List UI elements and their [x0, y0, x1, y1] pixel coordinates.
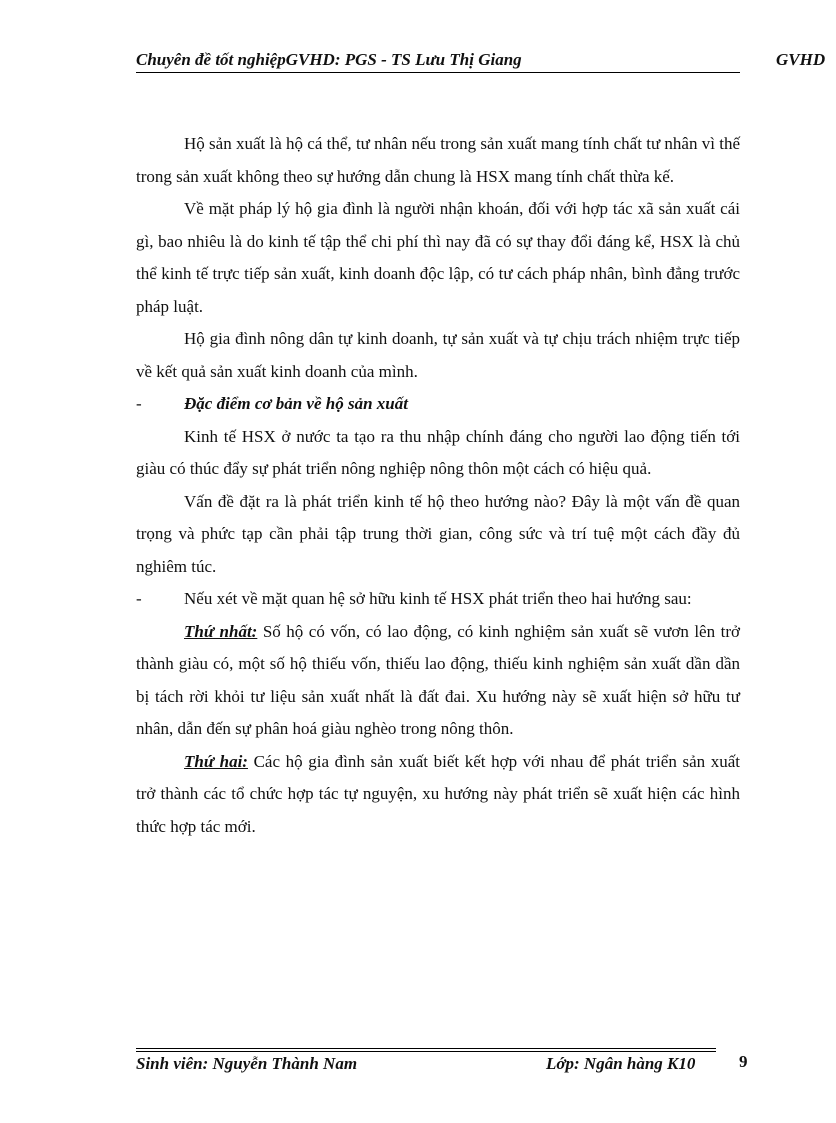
page-number: 9: [739, 1052, 748, 1071]
header-divider: [136, 72, 740, 73]
footer-student: Sinh viên: Nguyễn Thành Nam: [136, 1054, 358, 1073]
paragraph-first-direction: [136, 616, 740, 746]
bullet-dash-2: -: [136, 589, 142, 608]
first-text: Số hộ có vốn, có lao động, có kinh nghiệm sản xuất sẽ vươn lên trở thành giàu có, một số hộ thiếu vốn, thiếu lao động, thiếu kinh nghiệm sản xuất dần dần bị tách rời khỏi tư liệu sản xuất nhất là đất đai. Xu hướng này sẽ xuất hiện sở hữu tư nhân, dẫn đến sự phân hoá giàu nghèo trong nông thôn.: [136, 621, 740, 738]
page-footer: [136, 1054, 756, 1078]
bullet-dash: -: [136, 394, 142, 413]
first-label: Thứ nhất:: [184, 621, 258, 641]
footer-divider: [136, 1048, 716, 1052]
bullet-paragraph: [136, 583, 740, 616]
paragraph-4: Kinh tế HSX ở nước ta tạo ra thu nhập chính đáng cho người lao động tiến tới giàu có thúc đẩy sự phát triển nông nghiệp nông thôn một cách có hiệu quả.: [136, 426, 740, 478]
section-heading-text: Đặc điểm cơ bản về hộ sản xuất: [184, 394, 408, 413]
paragraph-1: Hộ sản xuất là hộ cá thể, tư nhân nếu trong sản xuất mang tính chất tư nhân vì thế trong sản xuất không theo sự hướng dẫn chung là HSX mang tính chất thừa kế.: [136, 134, 740, 186]
document-body: [136, 128, 740, 843]
header-title: Chuyên đề tốt nghiệpGVHD: PGS - TS Lưu Thị Giang: [136, 50, 522, 69]
page-header: [136, 48, 836, 74]
header-right-text: GVHD: [776, 50, 826, 69]
paragraph-second-direction: [136, 746, 740, 844]
bullet-paragraph-text: Nếu xét về mặt quan hệ sở hữu kinh tế HSX phát triển theo hai hướng sau:: [184, 589, 692, 608]
paragraph-5: Vấn đề đặt ra là phát triển kinh tế hộ theo hướng nào? Đây là một vấn đề quan trọng và phức tạp cần phải tập trung thời gian, công sức và trí tuệ một cách đầy đủ nghiêm túc.: [136, 491, 740, 576]
section-heading: [136, 388, 740, 421]
paragraph-3: Hộ gia đình nông dân tự kinh doanh, tự sản xuất và tự chịu trách nhiệm trực tiếp về kết quả sản xuất kinh doanh của mình.: [136, 329, 740, 381]
second-text: Các hộ gia đình sản xuất biết kết hợp với nhau để phát triển sản xuất trở thành các tổ chức hợp tác tự nguyện, xu hướng này phát triển sẽ xuất hiện các hình thức hợp tác mới.: [136, 751, 740, 836]
paragraph-2: Về mặt pháp lý hộ gia đình là người nhận khoán, đối với hợp tác xã sản xuất cái gì, bao nhiêu là do kinh tế tập thể chi phí thì nay đã có sự thay đổi đáng kể, HSX là chủ thể kinh tế trực tiếp sản xuất, kinh doanh độc lập, có tư cách pháp nhân, bình đẳng trước pháp luật.: [136, 199, 740, 316]
second-label: Thứ hai:: [184, 751, 248, 771]
footer-class: Lớp: Ngân hàng K10: [546, 1054, 696, 1073]
